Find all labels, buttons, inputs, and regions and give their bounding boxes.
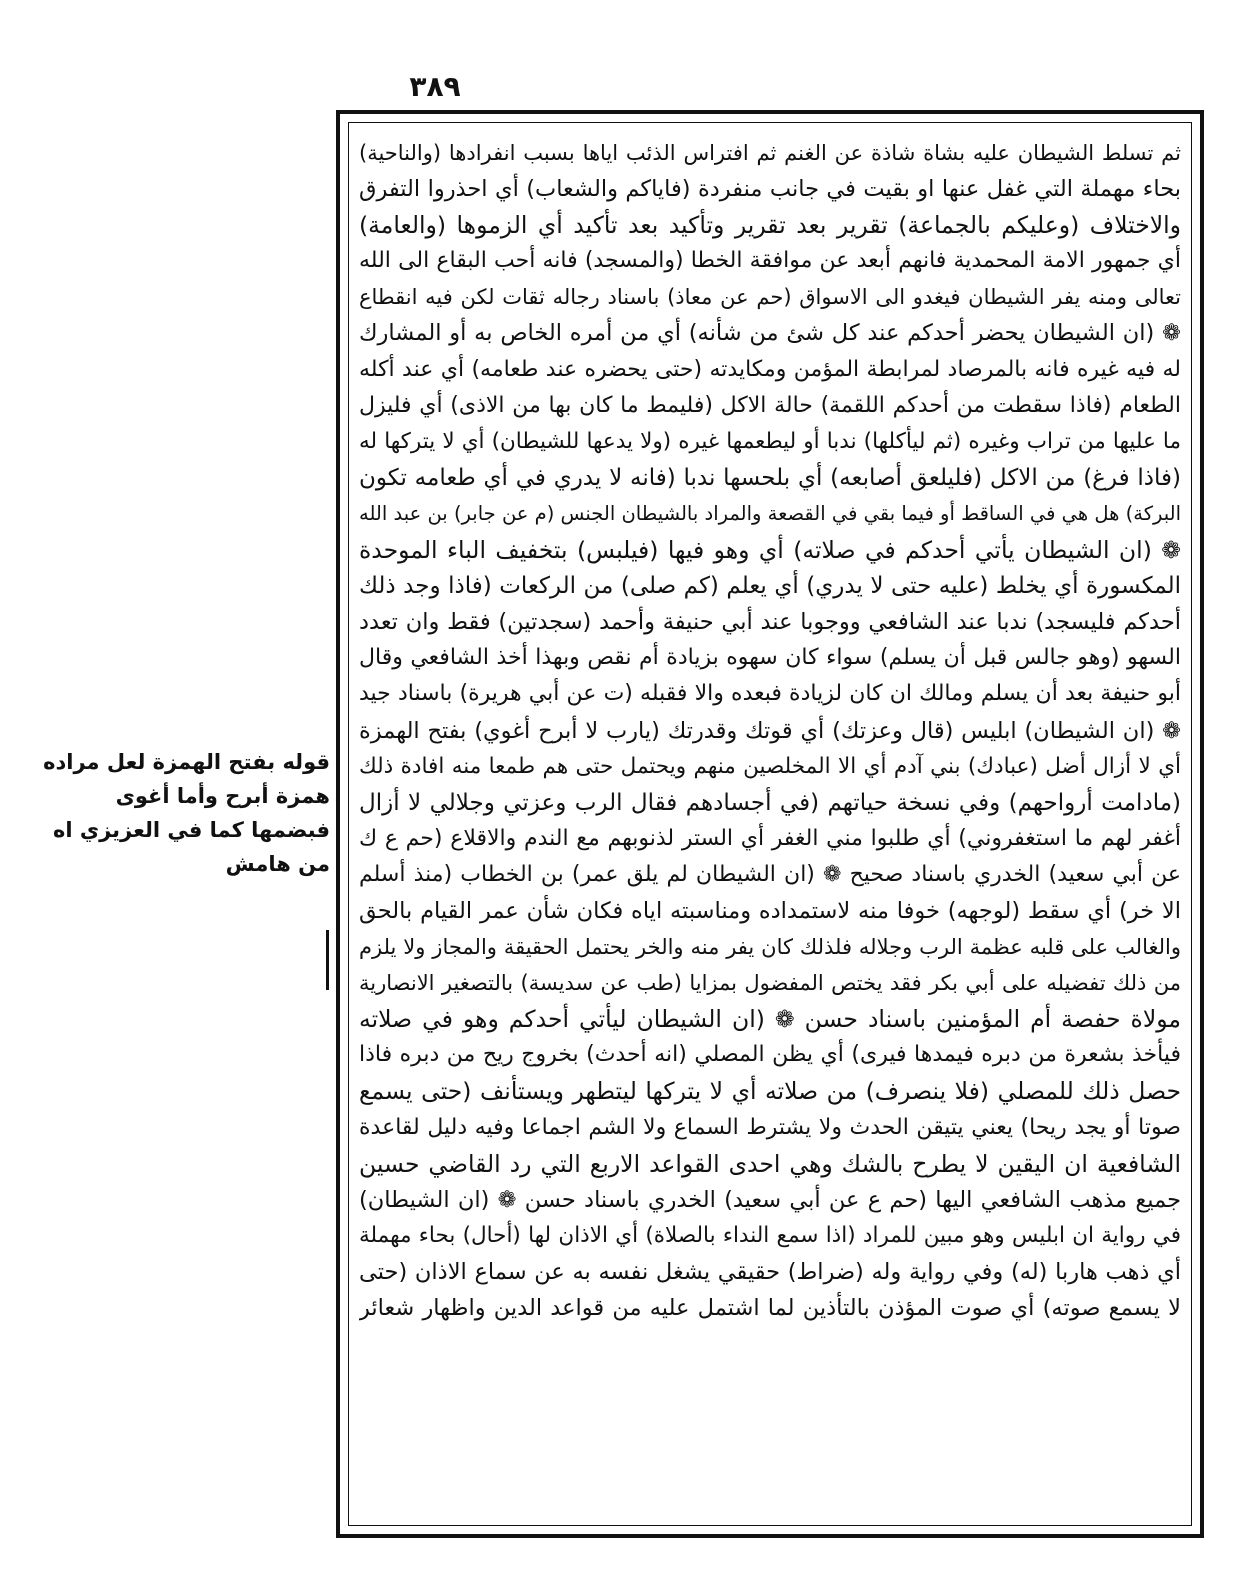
text-line: (فاذا فرغ) من الاكل (فليلعق أصابعه) أي بلحسها ندبا (فانه لا يدري في أي طعامه تكون bbox=[359, 464, 1181, 491]
margin-note-line: همزة أبرح وأما أغوى bbox=[115, 784, 330, 808]
text-line: أي جمهور الامة المحمدية فانهم أبعد عن موافقة الخطا (والمسجد) فانه أحب البقاع الى الله bbox=[359, 248, 1181, 274]
text-line: والاختلاف (وعليكم بالجماعة) تقرير بعد تقرير وتأكيد بعد تأكيد أي الزموها (والعامة) bbox=[359, 211, 1181, 240]
text-line: أي لا أزال أضل (عبادك) بني آدم أي الا المخلصين منهم ويحتمل حتى هم طمعا منه افادة ذلك bbox=[359, 753, 1181, 779]
text-line: الا خر) أي سقط (لوجهه) خوفا منه لاستمداده ومناسبته اياه فكان شأن عمر القيام بالحق bbox=[359, 897, 1181, 924]
text-line: ثم تسلط الشيطان عليه بشاة شاذة عن الغنم ثم افتراس الذئب اياها بسبب انفرادها (والناحية) bbox=[359, 141, 1181, 165]
text-line: جميع مذهب الشافعي اليها (حم ع عن أبي سعيد) الخدري باسناد حسن ❁ (ان الشيطان) bbox=[359, 1186, 1181, 1213]
text-line: ما عليها من تراب وغيره (ثم ليأكلها) ندبا أو ليطعمها غيره (ولا يدعها للشيطان) أي لا يتركها له bbox=[359, 428, 1181, 454]
main-text bbox=[359, 135, 1181, 1326]
text-line: الطعام (فاذا سقطت من أحدكم اللقمة) حالة الاكل (فليمط ما كان بها من الاذى) أي فليزل bbox=[359, 392, 1181, 418]
text-line: (مادامت أرواحهم) وفي نسخة حياتهم (في أجسادهم فقال الرب وعزتي وجلالي لا أزال bbox=[359, 789, 1181, 816]
text-line: أغفر لهم ما استغفروني) أي طلبوا مني الغفر أي الستر لذنوبهم مع الندم والاقلاع (حم ع ك bbox=[359, 825, 1181, 851]
text-line: في رواية ان ابليس وهو مبين للمراد (اذا سمع النداء بالصلاة) أي الاذان لها (أحال) بحاء مهملة bbox=[359, 1222, 1181, 1248]
text-line: فيأخذ بشعرة من دبره فيمدها فيرى) أي يظن المصلي (انه أحدث) بخروج ريح من دبره فاذا bbox=[359, 1042, 1181, 1068]
page-number: ٣٨٩ bbox=[409, 70, 461, 103]
text-line: صوتا أو يجد ريحا) يعني يتيقن الحدث ولا يشترط السماع ولا الشم اجماعا وفيه دليل لقاعدة bbox=[359, 1114, 1181, 1140]
text-line: والغالب على قلبه عظمة الرب وجلاله فلذلك كان يفر منه والخر يحتمل الحقيقة والمجاز ولا يلزم bbox=[359, 935, 1181, 960]
text-line: أحدكم فليسجد) ندبا عند الشافعي ووجوبا عند أبي حنيفة وأحمد (سجدتين) فقط وان تعدد bbox=[359, 609, 1181, 636]
text-line: الشافعية ان اليقين لا يطرح بالشك وهي احدى القواعد الاربع التي رد القاضي حسين bbox=[359, 1149, 1181, 1178]
text-line: مولاة حفصة أم المؤمنين باسناد حسن ❁ (ان الشيطان ليأتي أحدكم وهو في صلاته bbox=[359, 1005, 1181, 1034]
margin-note-line: قوله بفتح الهمزة لعل مراده bbox=[43, 750, 330, 774]
margin-note-line: فبضمها كما في العزيزي اه bbox=[52, 818, 330, 842]
text-line: لا يسمع صوته) أي صوت المؤذن بالتأذين لما اشتمل عليه من قواعد الدين واظهار شعائر bbox=[359, 1295, 1181, 1321]
text-line: البركة) هل هي في الساقط أو فيما بقي في القصعة والمراد بالشيطان الجنس (م عن جابر) بن عبد الله bbox=[359, 501, 1181, 525]
text-line: ❁ (ان الشيطان) ابليس (قال وعزتك) أي قوتك وقدرتك (يارب لا أبرح أغوي) بفتح الهمزة bbox=[359, 717, 1181, 744]
text-line: أي ذهب هاربا (له) وفي رواية وله (ضراط) حقيقي يشغل نفسه به عن سماع الاذان (حتى bbox=[359, 1258, 1181, 1285]
text-line: المكسورة أي يخلط (عليه حتى لا يدري) أي يعلم (كم صلى) من الركعات (فاذا وجد ذلك bbox=[359, 573, 1181, 600]
margin-mark bbox=[326, 930, 329, 990]
text-line: بحاء مهملة التي غفل عنها او بقيت في جانب منفردة (فاياكم والشعاب) أي احذروا التفرق bbox=[359, 176, 1181, 203]
text-line: تعالى ومنه يفر الشيطان فيغدو الى الاسواق (حم عن معاذ) باسناد رجاله ثقات لكن فيه انقطاع bbox=[359, 285, 1181, 310]
text-line: ❁ (ان الشيطان يحضر أحدكم عند كل شئ من شأنه) أي من أمره الخاص به أو المشارك bbox=[359, 320, 1181, 347]
text-line: السهو (وهو جالس قبل أن يسلم) سواء كان سهوه بزيادة أم نقص وبهذا أخذ الشافعي وقال bbox=[359, 645, 1181, 671]
margin-note bbox=[43, 745, 330, 881]
margin-note-line: من هامش bbox=[225, 852, 330, 876]
text-line: ❁ (ان الشيطان يأتي أحدكم في صلاته) أي وهو فيها (فيلبس) بتخفيف الباء الموحدة bbox=[359, 536, 1181, 565]
text-line: عن أبي سعيد) الخدري باسناد صحيح ❁ (ان الشيطان لم يلق عمر) بن الخطاب (منذ أسلم bbox=[359, 861, 1181, 887]
text-line: أبو حنيفة بعد أن يسلم ومالك ان كان لزيادة فبعده والا فقبله (ت عن أبي هريرة) باسناد جيد bbox=[359, 681, 1181, 707]
text-frame bbox=[348, 122, 1192, 1526]
page-frame bbox=[336, 110, 1204, 1538]
text-line: له فيه غيره فانه بالمرصاد لمرابطة المؤمن ومكايدته (حتى يحضره عند طعامه) أي عند أكله bbox=[359, 356, 1181, 382]
text-line: حصل ذلك للمصلي (فلا ينصرف) من صلاته أي لا يتركها ليتطهر ويستأنف (حتى يسمع bbox=[359, 1077, 1181, 1106]
text-line: من ذلك تفضيله على أبي بكر فقد يختص المفضول بمزايا (طب عن سديسة) بالتصغير الانصارية bbox=[359, 971, 1181, 996]
